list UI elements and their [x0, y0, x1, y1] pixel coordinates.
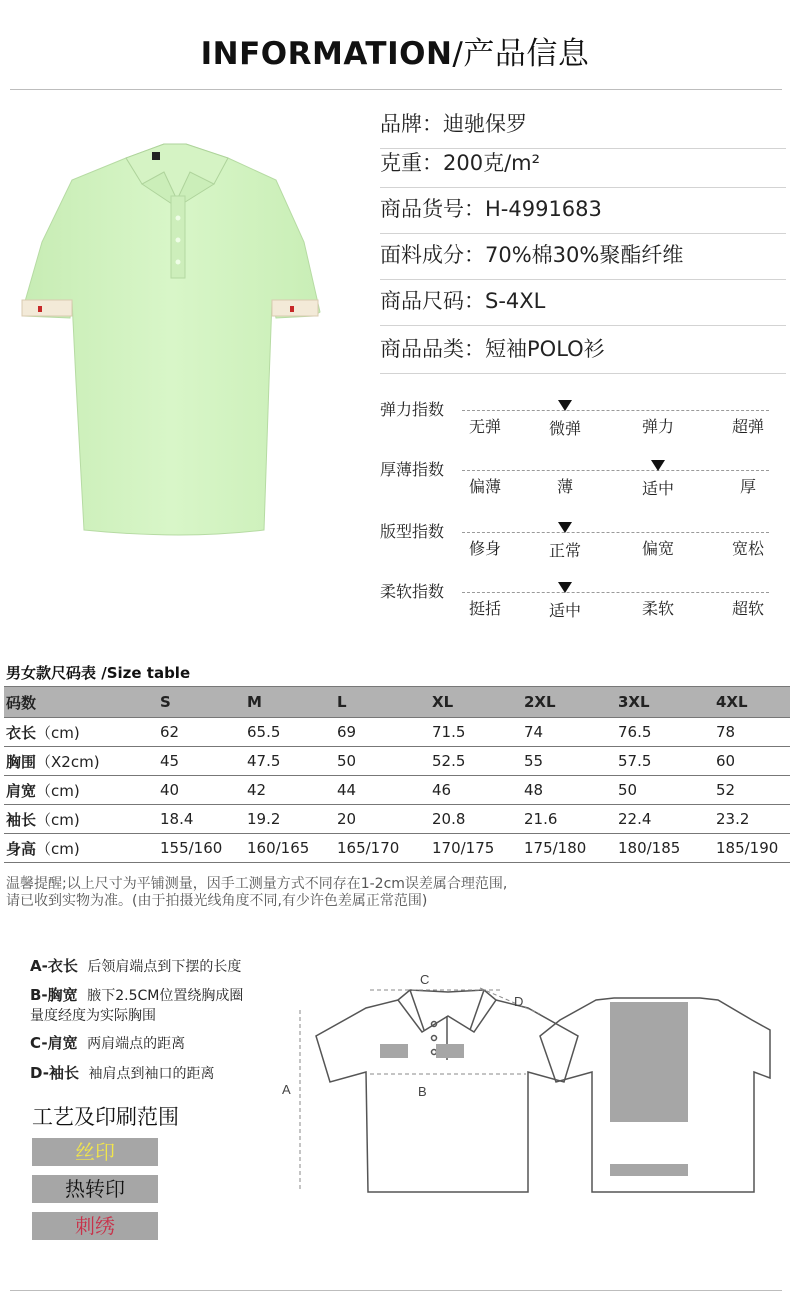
measure-code: C-肩宽	[30, 1034, 78, 1052]
size-row-label	[4, 805, 154, 834]
row-unit-text: （cm)	[36, 723, 80, 742]
info-sep: ：	[464, 197, 485, 221]
index-label: 厚薄指数	[380, 460, 445, 479]
info-row-size	[380, 279, 786, 326]
index-option: 偏薄	[468, 477, 501, 496]
info-label: 品牌	[380, 112, 422, 136]
title-divider	[10, 89, 782, 90]
row-unit-text: （cm)	[36, 810, 80, 829]
measure-length	[30, 957, 241, 977]
row-label-text: 衣长	[6, 723, 37, 742]
index-option: 适中	[548, 601, 581, 620]
size-row	[4, 834, 790, 863]
craft-silkscreen	[32, 1138, 158, 1166]
index-selected-marker	[558, 522, 572, 533]
measure-shoulder	[30, 1034, 185, 1054]
title-en: INFORMATION	[200, 36, 453, 72]
size-cell: 45	[154, 747, 245, 776]
size-cell: 18.4	[154, 805, 245, 834]
info-label: 商品品类	[380, 337, 464, 361]
index-label: 柔软指数	[380, 582, 445, 601]
back-print-area	[610, 1002, 688, 1122]
craft-heat-transfer	[32, 1175, 158, 1203]
size-cell: 74	[522, 718, 616, 747]
craft-title: 工艺及印刷范围	[32, 1105, 179, 1129]
row-unit-text: （cm)	[36, 839, 80, 858]
row-label-text: 袖长	[6, 810, 37, 829]
label-c: C	[420, 972, 430, 987]
index-option: 宽松	[731, 539, 764, 558]
craft-embroidery	[32, 1212, 158, 1240]
size-cell: 76.5	[616, 718, 714, 747]
index-option: 挺括	[468, 599, 501, 618]
info-label: 商品货号	[380, 197, 464, 221]
info-sep: ：	[464, 337, 485, 361]
craft-label: 丝印	[75, 1140, 115, 1164]
size-row	[4, 776, 790, 805]
size-cell: 42	[245, 776, 335, 805]
info-row-category	[380, 327, 786, 374]
size-cell: 57.5	[616, 747, 714, 776]
note-line-1: 温馨提醒;以上尺寸为平铺测量，因手工测量方式不同存在1-2cm误差属合理范围,	[6, 876, 508, 892]
index-label: 弹力指数	[380, 400, 445, 419]
size-cell: 46	[430, 776, 522, 805]
size-cell: 23.2	[714, 805, 790, 834]
row-label-text: 胸围	[6, 752, 37, 771]
size-row-label	[4, 834, 154, 863]
index-scale-line	[462, 532, 769, 533]
size-cell: 60	[714, 747, 790, 776]
measure-desc-2: 量度经度为实际胸围	[30, 1008, 156, 1024]
size-cell: 22.4	[616, 805, 714, 834]
index-option: 正常	[548, 541, 581, 560]
title-cn: /产品信息	[452, 36, 590, 72]
size-table	[4, 686, 790, 863]
size-cell: 52	[714, 776, 790, 805]
info-value: S-4XL	[485, 289, 546, 313]
measurement-diagram	[270, 960, 780, 1200]
info-sep: ：	[422, 112, 443, 136]
size-col: M	[245, 687, 335, 718]
measure-code: A-衣长	[30, 957, 78, 975]
size-cell: 19.2	[245, 805, 335, 834]
size-cell: 20.8	[430, 805, 522, 834]
size-cell: 21.6	[522, 805, 616, 834]
note-line-2: 请已收到实物为准。(由于拍摄光线角度不同,有少许色差属正常范围)	[6, 893, 428, 909]
bottom-divider	[10, 1290, 782, 1291]
row-label-text: 身高	[6, 839, 37, 858]
size-cell: 185/190	[714, 834, 790, 863]
size-table-title: 男女款尺码表 /Size table	[6, 664, 191, 682]
size-cell: 175/180	[522, 834, 616, 863]
craft-label: 刺绣	[75, 1214, 115, 1238]
index-option: 弹力	[641, 417, 674, 436]
info-row-fabric	[380, 233, 786, 280]
measure-sleeve	[30, 1064, 215, 1084]
index-option: 超弹	[731, 417, 764, 436]
size-row-label	[4, 718, 154, 747]
size-cell: 44	[335, 776, 430, 805]
index-scale-line	[462, 592, 769, 593]
size-cell: 47.5	[245, 747, 335, 776]
page-title	[0, 28, 790, 73]
row-unit-text: （cm)	[36, 781, 80, 800]
back-bottom-print	[610, 1164, 688, 1176]
measurement-note	[6, 876, 507, 910]
index-option: 适中	[641, 479, 674, 498]
size-row-label	[4, 776, 154, 805]
size-cell: 180/185	[616, 834, 714, 863]
row-unit-text: （X2cm)	[36, 752, 100, 771]
index-label: 版型指数	[380, 522, 445, 541]
index-option: 柔软	[641, 599, 674, 618]
size-cell: 155/160	[154, 834, 245, 863]
info-sep: ：	[422, 151, 443, 175]
index-selected-marker	[558, 582, 572, 593]
row-label-text: 肩宽	[6, 781, 37, 800]
index-option: 微弹	[548, 419, 581, 438]
size-cell: 50	[616, 776, 714, 805]
product-photo	[14, 132, 344, 548]
info-value: 迪驰保罗	[443, 112, 527, 136]
measure-desc: 两肩端点的距离	[87, 1036, 186, 1052]
size-cell: 50	[335, 747, 430, 776]
measure-chest	[30, 986, 243, 1026]
label-d: D	[514, 994, 524, 1009]
size-cell: 62	[154, 718, 245, 747]
measure-code: D-袖长	[30, 1064, 79, 1082]
size-col: 2XL	[522, 687, 616, 718]
index-option: 偏宽	[641, 539, 674, 558]
measure-desc: 腋下2.5CM位置绕胸成圈	[87, 988, 244, 1004]
size-col: L	[335, 687, 430, 718]
info-label: 面料成分	[380, 243, 464, 267]
index-option: 厚	[739, 477, 756, 496]
size-cell: 71.5	[430, 718, 522, 747]
index-option: 薄	[556, 477, 573, 496]
size-header-row	[4, 687, 790, 718]
front-chest-print-right	[436, 1044, 464, 1058]
size-cell: 48	[522, 776, 616, 805]
size-cell: 40	[154, 776, 245, 805]
index-scale-line	[462, 410, 769, 411]
index-option: 超软	[731, 599, 764, 618]
size-cell: 55	[522, 747, 616, 776]
info-value: 70%棉30%聚酯纤维	[485, 243, 684, 267]
size-cell: 52.5	[430, 747, 522, 776]
index-selected-marker	[558, 400, 572, 411]
size-row	[4, 747, 790, 776]
index-option: 无弹	[468, 417, 501, 436]
size-cell: 65.5	[245, 718, 335, 747]
info-sep: ：	[464, 243, 485, 267]
info-row-item-no	[380, 187, 786, 234]
size-row	[4, 805, 790, 834]
size-cell: 160/165	[245, 834, 335, 863]
size-cell: 69	[335, 718, 430, 747]
size-col: 3XL	[616, 687, 714, 718]
size-col: XL	[430, 687, 522, 718]
info-row-weight	[380, 141, 786, 188]
size-col: S	[154, 687, 245, 718]
info-value: 短袖POLO衫	[485, 337, 605, 361]
size-cell: 170/175	[430, 834, 522, 863]
size-row	[4, 718, 790, 747]
size-col: 4XL	[714, 687, 790, 718]
measure-desc: 后领肩端点到下摆的长度	[87, 959, 242, 975]
label-a: A	[282, 1082, 291, 1097]
craft-label: 热转印	[65, 1177, 125, 1201]
size-header-label: 码数	[4, 687, 154, 718]
front-chest-print-left	[380, 1044, 408, 1058]
info-value: H-4991683	[485, 197, 602, 221]
front-shirt-outline	[316, 990, 578, 1192]
info-label: 克重	[380, 151, 422, 175]
size-row-label	[4, 747, 154, 776]
info-label: 商品尺码	[380, 289, 464, 313]
info-sep: ：	[464, 289, 485, 313]
label-b: B	[418, 1084, 427, 1099]
index-option: 修身	[468, 539, 501, 558]
size-cell: 78	[714, 718, 790, 747]
size-cell: 165/170	[335, 834, 430, 863]
index-selected-marker	[651, 460, 665, 471]
index-scale-line	[462, 470, 769, 471]
measure-desc: 袖肩点到袖口的距离	[88, 1066, 215, 1082]
measure-code: B-胸宽	[30, 986, 78, 1004]
size-cell: 20	[335, 805, 430, 834]
info-value: 200克/m²	[443, 151, 541, 175]
